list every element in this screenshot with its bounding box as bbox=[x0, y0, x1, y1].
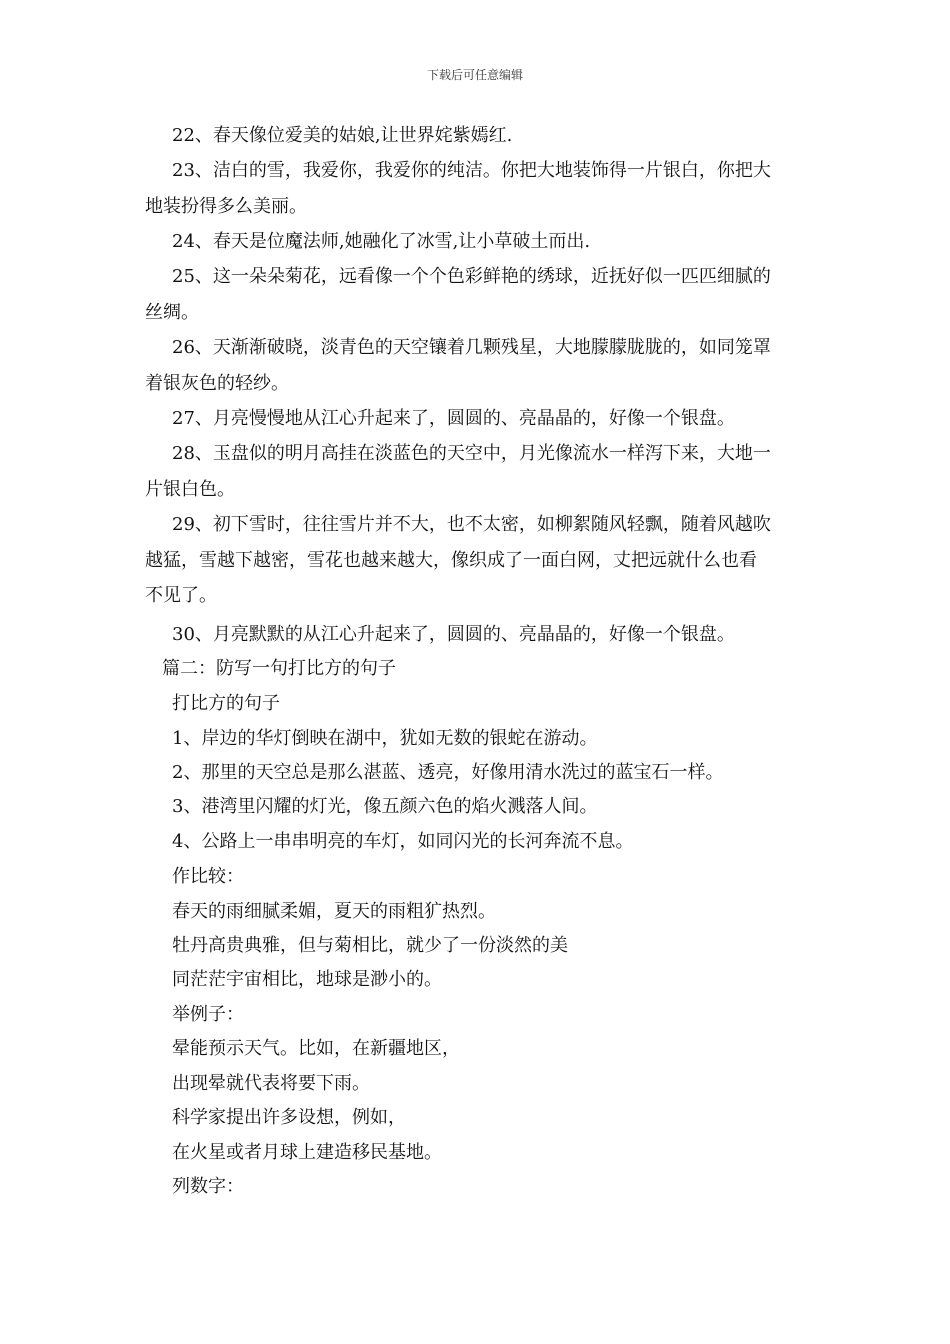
section-heading: 篇二：防写一句打比方的句子 bbox=[162, 658, 396, 679]
text-line: 1、岸边的华灯倒映在湖中，犹如无数的银蛇在游动。 bbox=[172, 728, 598, 749]
text-line: 4、公路上一串串明亮的车灯，如同闪光的长河奔流不息。 bbox=[172, 831, 634, 852]
text-line: 2、那里的天空总是那么湛蓝、透亮，好像用清水洗过的蓝宝石一样。 bbox=[172, 762, 724, 783]
page-header: 下载后可任意编辑 bbox=[426, 68, 523, 82]
text-line: 24、春天是位魔法师,她融化了冰雪,让小草破土而出. bbox=[172, 231, 591, 252]
text-line: 3、港湾里闪耀的灯光，像五颜六色的焰火溅落人间。 bbox=[172, 796, 598, 817]
text-line: 越猛，雪越下越密，雪花也越来越大，像织成了一面白网，丈把远就什么也看 bbox=[145, 550, 757, 571]
text-line: 不见了。 bbox=[145, 585, 217, 606]
subheading: 作比较： bbox=[172, 866, 244, 887]
text-line: 片银白色。 bbox=[145, 479, 235, 500]
text-line: 同茫茫宇宙相比，地球是渺小的。 bbox=[172, 969, 442, 990]
text-line: 30、月亮默默的从江心升起来了，圆圆的、亮晶晶的，好像一个银盘。 bbox=[172, 624, 735, 645]
subheading: 列数字： bbox=[172, 1176, 244, 1197]
text-line: 22、春天像位爱美的姑娘,让世界姹紫嫣红. bbox=[172, 125, 513, 146]
text-line: 出现晕就代表将要下雨。 bbox=[172, 1073, 370, 1094]
text-line: 牡丹高贵典雅，但与菊相比，就少了一份淡然的美 bbox=[172, 935, 568, 956]
text-line: 25、这一朵朵菊花，远看像一个个色彩鲜艳的绣球，近抚好似一匹匹细腻的 bbox=[172, 266, 771, 287]
text-line: 丝绸。 bbox=[145, 302, 199, 323]
text-line: 29、初下雪时，往往雪片并不大，也不太密，如柳絮随风轻飘，随着风越吹 bbox=[172, 514, 771, 535]
text-line: 科学家提出许多设想，例如， bbox=[172, 1107, 406, 1128]
text-line: 28、玉盘似的明月高挂在淡蓝色的天空中，月光像流水一样泻下来，大地一 bbox=[172, 443, 771, 464]
text-line: 26、天渐渐破晓，淡青色的天空镶着几颗残星，大地朦朦胧胧的，如同笼罩 bbox=[172, 337, 771, 358]
text-line: 27、月亮慢慢地从江心升起来了，圆圆的、亮晶晶的，好像一个银盘。 bbox=[172, 408, 735, 429]
text-line: 地装扮得多么美丽。 bbox=[145, 196, 307, 217]
text-line: 晕能预示天气。比如，在新疆地区， bbox=[172, 1038, 460, 1059]
subheading: 举例子： bbox=[172, 1004, 244, 1025]
text-line: 23、洁白的雪，我爱你，我爱你的纯洁。你把大地装饰得一片银白，你把大 bbox=[172, 160, 771, 181]
subheading: 打比方的句子 bbox=[172, 693, 280, 714]
text-line: 春天的雨细腻柔媚，夏天的雨粗犷热烈。 bbox=[172, 901, 496, 922]
text-line: 在火星或者月球上建造移民基地。 bbox=[172, 1142, 442, 1163]
text-line: 着银灰色的轻纱。 bbox=[145, 373, 289, 394]
